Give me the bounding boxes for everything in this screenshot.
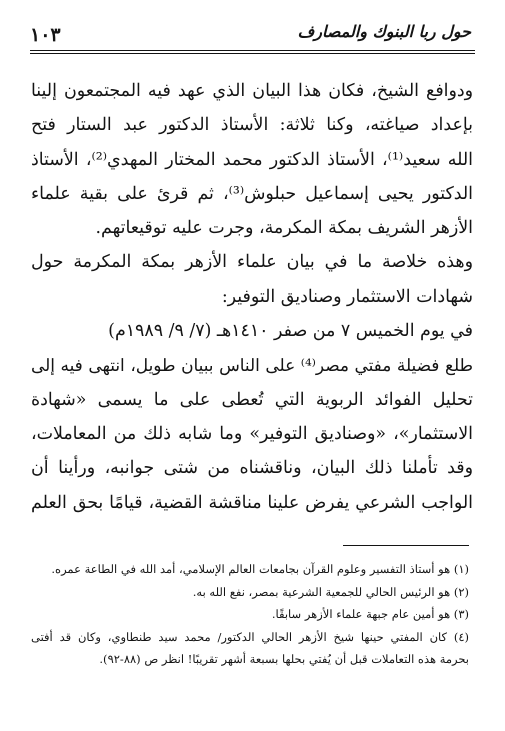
- footnote-3: (٣) هو أمين عام جبهة علماء الأزهر سابقًا.: [271, 607, 469, 621]
- header-rule-double: [30, 53, 475, 54]
- body-line: ودوافع الشيخ، فكان هذا البيان الذي عهد فيه المجتمعون إلينا: [31, 81, 473, 101]
- body-line: وهذه خلاصة ما في بيان علماء الأزهر بمكة المكرمة حول: [31, 252, 473, 273]
- header-rule: [30, 50, 475, 51]
- body-line: وقد تأملنا ذلك البيان، وناقشناه من شتى جوانبه، ورأينا أن: [31, 458, 473, 479]
- running-title: حول ربا البنوك والمصارف: [297, 22, 471, 41]
- body-line: الله سعيد⁽¹⁾، الأستاذ الدكتور محمد المختار المهدي⁽²⁾، الأستاذ: [31, 149, 473, 170]
- footnote-2: (٢) هو الرئيس الحالي للجمعية الشرعية بمصر، نفع الله به.: [192, 584, 469, 599]
- body-line: طلع فضيلة مفتي مصر⁽⁴⁾ على الناس ببيان طويل، انتهى فيه إلى: [31, 355, 473, 376]
- page-number: ١٠٣: [30, 24, 61, 46]
- body-text: [31, 74, 473, 520]
- body-line: الأزهر الشريف بمكة المكرمة، وجرت عليه توقيعاتهم.: [95, 218, 473, 239]
- body-line: تحليل الفوائد الربوية التي تُعطى على ما يسمى «شهادة: [31, 389, 473, 410]
- body-line: الواجب الشرعي يفرض علينا مناقشة القضية، قيامًا بحق العلم: [31, 492, 473, 513]
- footnote-rule: [343, 545, 469, 546]
- page-header: [30, 22, 475, 56]
- footnote-1: (١) هو أستاذ التفسير وعلوم القرآن بجامعات العالم الإسلامي، أمد الله في الطاعة عمره.: [51, 562, 469, 576]
- footnotes: [31, 545, 469, 671]
- footnote-4: (٤) كان المفتي حينها شيخ الأزهر الحالي الدكتور/ محمد سيد طنطاوي، وكان قد أفتى: [31, 629, 469, 644]
- body-line: بإعداد صياغته، وكنا ثلاثة: الأستاذ الدكتور عبد الستار فتح: [31, 115, 473, 136]
- body-line: شهادات الاستثمار وصناديق التوفير:: [221, 286, 473, 307]
- body-line: في يوم الخميس ٧ من صفر ١٤١٠هـ (٧/ ٩/ ١٩٨٩م): [108, 321, 473, 342]
- body-line: الاستثمار»، «وصناديق التوفير» وما شابه ذلك من المعاملات،: [31, 423, 473, 444]
- body-line: الدكتور يحيى إسماعيل حبلوش⁽³⁾، ثم قرئ على بقية علماء: [31, 183, 473, 204]
- footnote-4-continued: بحرمة هذه التعاملات قبل أن يُفتي بحلها بسبعة أشهر تقريبًا! انظر ص (٨٨-٩٢).: [99, 652, 469, 666]
